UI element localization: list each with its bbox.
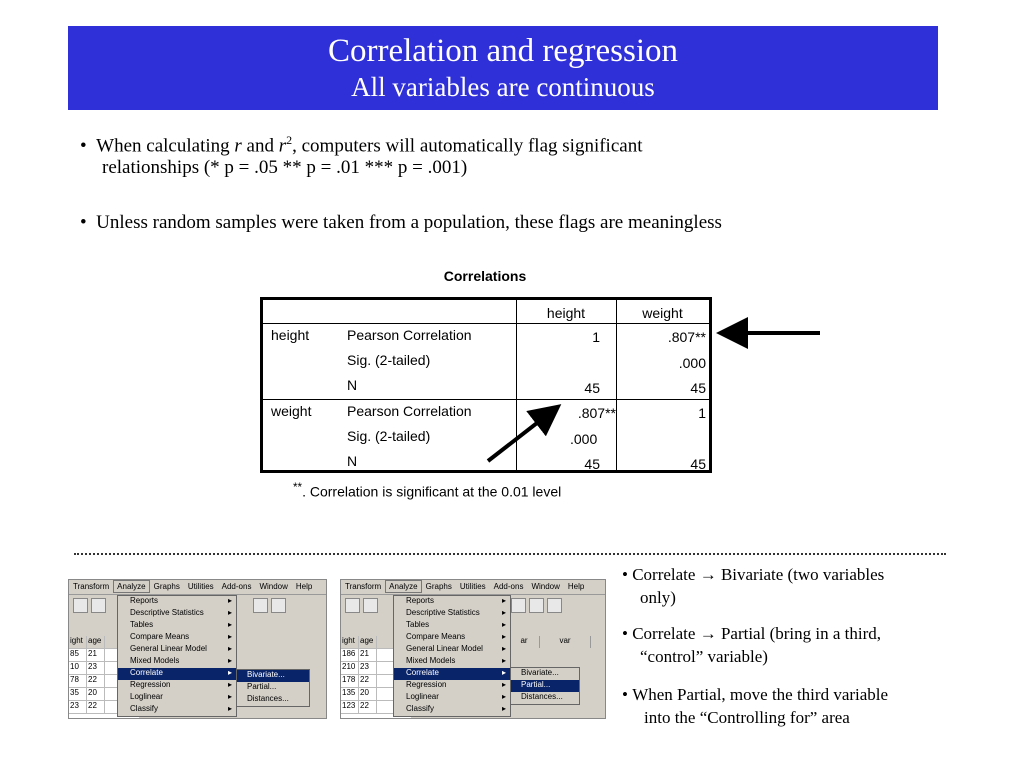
grid-cell[interactable]: 23 [87,662,105,674]
menu-item-classify[interactable]: Classify ▸ [130,704,232,713]
row-stat: Sig. (2-tailed) [347,352,431,368]
grid-cell[interactable]: 22 [87,675,105,687]
menu-item-tables[interactable]: Tables ▸ [406,620,506,629]
menu-help[interactable]: Help [295,582,313,591]
menu-item-classify[interactable]: Classify ▸ [406,704,506,713]
menu-item-loglinear[interactable]: Loglinear ▸ [406,692,506,701]
row-stat: N [347,377,358,393]
grid-cell[interactable]: 85 [69,649,87,661]
correlate-submenu [510,667,580,705]
r-symbol: r [234,135,242,157]
grid-col-label: ar [509,636,540,648]
menu-utilities[interactable]: Utilities [459,582,486,591]
menu-item-tables[interactable]: Tables ▸ [130,620,232,629]
note-2: • Correlate → Partial (bring in a third, “control” variable) [622,624,882,666]
bullet-1-text-b: and [241,135,279,157]
submenu-distances[interactable]: Distances... [247,694,289,703]
submenu-bivariate[interactable]: Bivariate... [521,668,559,677]
toolbar-button[interactable] [345,598,360,613]
grid-cell[interactable]: 123 [341,701,359,713]
row-stat: N [347,453,358,469]
row-stat: Sig. (2-tailed) [347,428,431,444]
menubar [341,580,605,595]
menu-item-compare-means[interactable]: Compare Means ▸ [130,632,232,641]
row-stat: Pearson Correlation [347,403,472,419]
menu-help[interactable]: Help [567,582,585,591]
cell-value: 45 [584,456,600,472]
menu-item-descriptive[interactable]: Descriptive Statistics ▸ [406,608,506,617]
bullet-1-text-c: , computers will automatically flag significant [292,135,643,157]
grid-cell[interactable]: 210 [341,662,359,674]
grid-cell[interactable]: 186 [341,649,359,661]
grid-cell[interactable]: 135 [341,688,359,700]
r-squared-symbol: r [278,135,287,157]
grid-col-label: var [540,636,591,648]
arrow-right-icon: → [699,624,717,643]
correlate-submenu [236,669,310,707]
menu-window[interactable]: Window [531,582,560,591]
grid-cell[interactable]: 22 [87,701,105,713]
grid-header: age [359,636,377,648]
menu-item-correlate[interactable]: Correlate ▸ [394,668,510,680]
note-3: • When Partial, move the third variable into the “Controlling for” area [622,685,889,727]
grid-header: age [87,636,105,648]
menu-item-regression[interactable]: Regression ▸ [130,680,232,689]
menu-item-glm[interactable]: General Linear Model ▸ [130,644,232,653]
grid-cell[interactable]: 35 [69,688,87,700]
section-divider [74,553,946,555]
cell-value: 1 [698,405,706,421]
toolbar-button[interactable] [529,598,544,613]
grid-cell[interactable]: 78 [69,675,87,687]
cell-value: .000 [570,431,598,447]
footnote-text: . Correlation is significant at the 0.01 level [302,483,562,500]
table-title: Correlations [443,268,527,284]
bullet-1: • When calculating r and $r^2$, computers will automatically flag significant [80,133,643,157]
toolbar-button[interactable] [547,598,562,613]
note-1: • Correlate → Bivariate (two variables only) [622,565,885,607]
row-stat: Pearson Correlation [347,327,472,343]
grid-cell[interactable]: 178 [341,675,359,687]
slide-subtitle: All variables are continuous [351,72,655,102]
grid-cell[interactable]: 10 [69,662,87,674]
cell-value: .807** [577,405,616,421]
toolbar-button[interactable] [73,598,88,613]
submenu-partial[interactable]: Partial... [247,682,277,691]
submenu-bivariate[interactable]: Bivariate... [237,670,309,682]
grid-cell[interactable]: 22 [359,675,377,687]
grid-cell[interactable]: 21 [359,649,377,661]
cell-value: 45 [690,456,706,472]
grid-cell[interactable]: 22 [359,701,377,713]
toolbar-button[interactable] [253,598,268,613]
menu-item-loglinear[interactable]: Loglinear ▸ [130,692,232,701]
arrow-right-icon: → [699,565,717,584]
menu-item-reports[interactable]: Reports ▸ [130,596,232,605]
menu-graphs[interactable]: Graphs [153,582,180,591]
grid-col-header-row [509,636,605,648]
menu-analyze[interactable]: Analyze [385,580,421,593]
bullet-2-text: Unless random samples were taken from a population, these flags are meaningless [96,212,722,233]
menu-graphs[interactable]: Graphs [425,582,452,591]
grid-cell[interactable]: 21 [87,649,105,661]
cell-value: .807** [667,329,706,345]
footnote-mark: ** [293,481,303,494]
grid-header: ight [341,636,359,648]
toolbar-button[interactable] [271,598,286,613]
menu-item-mixed-models[interactable]: Mixed Models ▸ [406,656,506,665]
menu-transform[interactable]: Transform [345,582,382,591]
superscript-2: 2 [286,133,293,147]
menu-transform[interactable]: Transform [73,582,110,591]
menu-item-mixed-models[interactable]: Mixed Models ▸ [130,656,232,665]
submenu-partial[interactable]: Partial... [511,680,579,692]
col-header-height: height [546,305,586,321]
cell-value: 1 [592,329,600,345]
bullet-1-text-a: When calculating [96,135,235,157]
grid-cell[interactable]: 23 [69,701,87,713]
cell-value: 45 [584,380,600,396]
toolbar-button[interactable] [511,598,526,613]
arrow-diagonal-pointer [488,409,555,461]
menu-item-descriptive[interactable]: Descriptive Statistics ▸ [130,608,232,617]
col-header-weight: weight [642,305,683,321]
analyze-menu [393,595,511,717]
menubar [69,580,326,595]
grid-cell[interactable]: 20 [359,688,377,700]
menu-addons[interactable]: Add-ons [493,582,524,591]
slide-title: Correlation and regression [327,33,679,69]
menu-item-correlate[interactable]: Correlate ▸ [118,668,236,680]
analyze-menu [117,595,237,717]
cell-value: 45 [690,380,706,396]
menu-utilities[interactable]: Utilities [187,582,214,591]
cell-value: .000 [678,355,706,371]
menu-addons[interactable]: Add-ons [221,582,252,591]
toolbar-button[interactable] [363,598,378,613]
grid-header: ight [69,636,87,648]
toolbar-button[interactable] [91,598,106,613]
menu-item-regression[interactable]: Regression ▸ [406,680,506,689]
submenu-distances[interactable]: Distances... [521,692,563,701]
bullet-1-line2: relationships (* p = .05 ** p = .01 *** p = .001) [102,157,468,178]
menu-item-reports[interactable]: Reports ▸ [406,596,506,605]
grid-cell[interactable]: 20 [87,688,105,700]
menu-analyze[interactable]: Analyze [113,580,149,593]
grid-cell[interactable]: 23 [359,662,377,674]
spss-screenshot-left [68,579,327,719]
row-var-weight: weight [271,403,312,419]
menu-item-glm[interactable]: General Linear Model ▸ [406,644,506,653]
menu-window[interactable]: Window [259,582,288,591]
spss-screenshot-right [340,579,606,719]
row-var-height: height [271,327,310,343]
menu-item-compare-means[interactable]: Compare Means ▸ [406,632,506,641]
bullet-2: • Unless random samples were taken from a population, these flags are meaningless [80,212,722,233]
